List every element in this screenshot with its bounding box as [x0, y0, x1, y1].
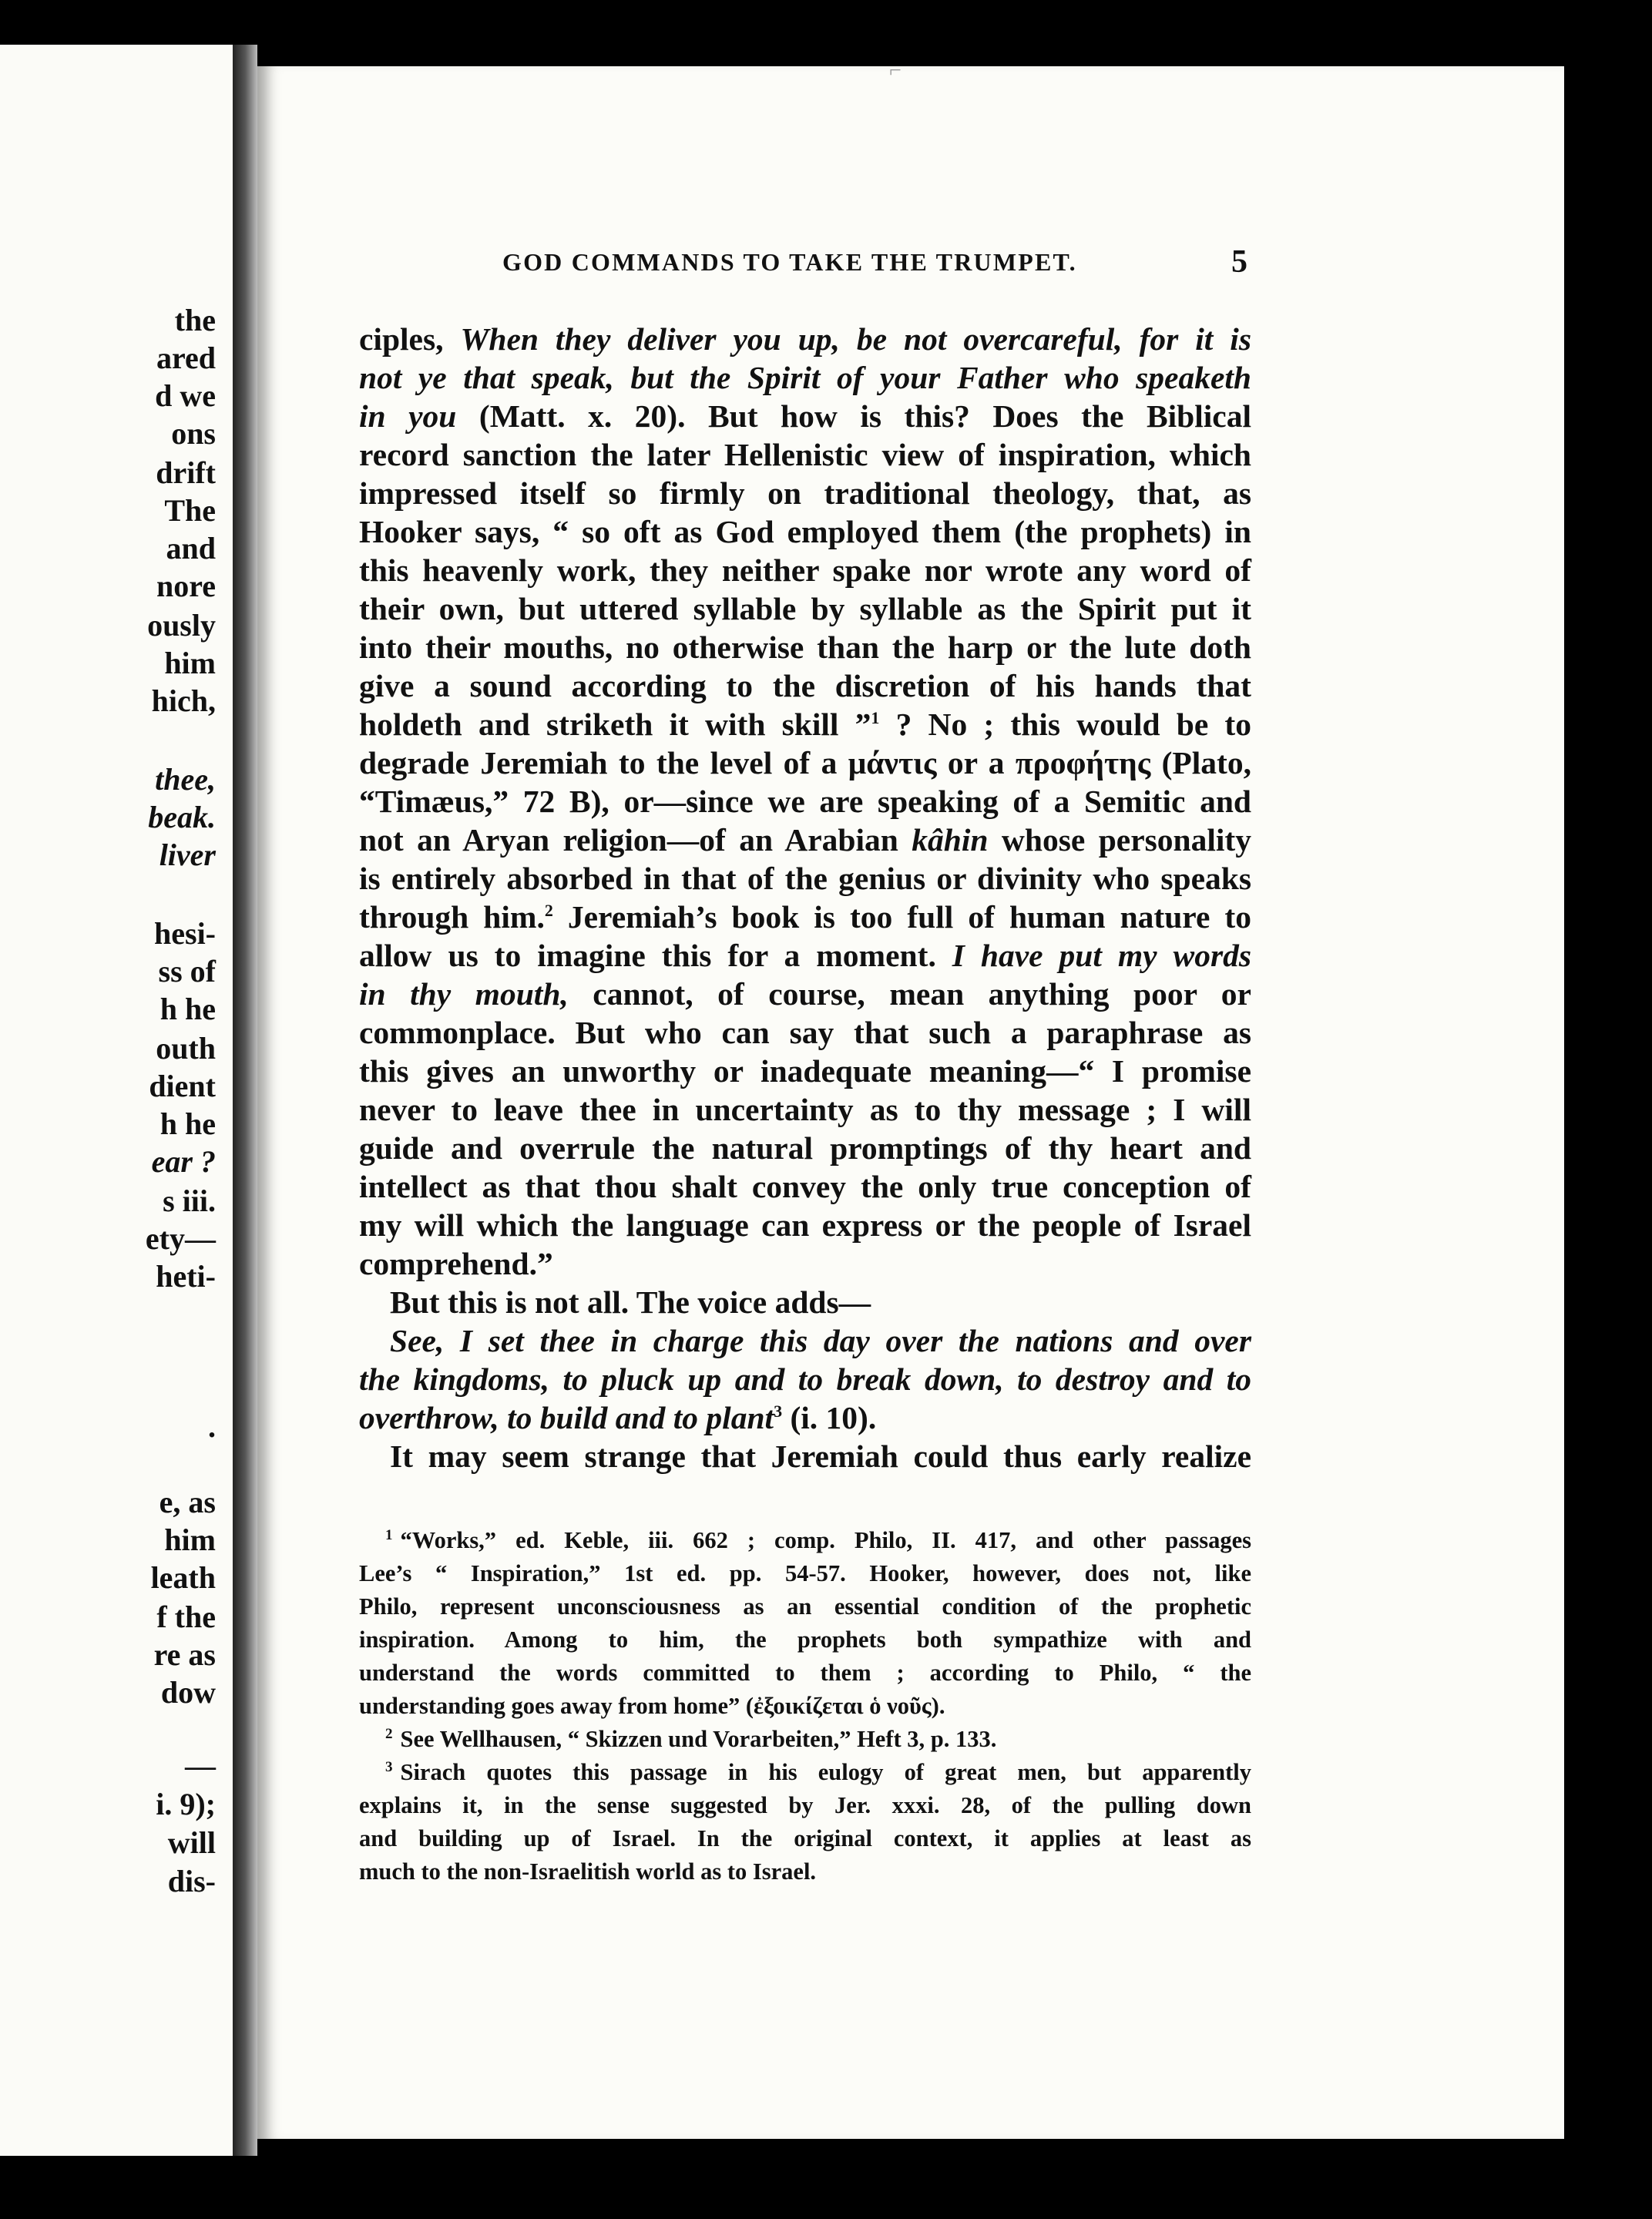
footnote-line: much to the non-Israelitish world as to Israel. [359, 1858, 817, 1885]
body-line: my will which the language can express or the people of Israel [359, 1207, 1251, 1243]
body-line: degrade Jeremiah to the level of a μάντις or a προφήτης (Plato, [359, 745, 1251, 781]
left-page-fragment: . [208, 1409, 216, 1444]
left-page-fragment: leath [150, 1560, 216, 1595]
body-line: record sanction the later Hellenistic view of inspiration, which [359, 437, 1251, 472]
left-page-fragment: ons [171, 416, 216, 451]
left-facing-page [0, 45, 233, 2156]
left-page-fragment: s iii. [163, 1183, 216, 1218]
body-line: guide and overrule the natural promptings of thy heart and [359, 1130, 1251, 1166]
left-page-fragment: liver [159, 838, 216, 872]
footnote-line: $^2$ See Wellhausen, “ Skizzen und Vorarbeiten,” Heft 3, p. 133. [385, 1725, 997, 1752]
left-page-fragment: dient [149, 1069, 216, 1103]
left-page-fragment: him [164, 1522, 216, 1557]
body-line: never to leave thee in uncertainty as to thy message ; I will [359, 1092, 1251, 1127]
body-line: not ye that speak, but the Spirit of your Father who speaketh [359, 360, 1251, 395]
footnote-line: explains it, in the sense suggested by Jer. xxxi. 28, of the pulling down [359, 1792, 1251, 1818]
footnote-ref: 2 [544, 901, 553, 921]
left-page-fragment: him [164, 646, 216, 680]
left-page-fragment: i. 9); [156, 1787, 216, 1821]
left-page-fragment: f the [156, 1600, 216, 1634]
footnote-line: and building up of Israel. In the original context, it applies at least as [359, 1825, 1251, 1851]
left-page-fragment: re as [153, 1637, 216, 1672]
left-page-fragment: hesi- [154, 916, 216, 951]
footnote-line: Lee’s “ Inspiration,” 1st ed. pp. 54-57. Hooker, however, does not, like [359, 1560, 1251, 1586]
left-page-fragment: dis- [167, 1864, 216, 1898]
body-line: into their mouths, no otherwise than the harp or the lute doth [359, 629, 1251, 665]
left-page-fragment: will [167, 1825, 216, 1860]
body-line: But this is not all. The voice adds— [390, 1284, 871, 1320]
body-line: in you (Matt. x. 20). But how is this? Does the Biblical [359, 398, 1251, 434]
footnote-line: understand the words committed to them ; according to Philo, “ the [359, 1660, 1251, 1686]
footnote-line: $^3$ Sirach quotes this passage in his eulogy of great men, but apparently [385, 1758, 1251, 1785]
left-page-fragment: The [164, 493, 216, 528]
footnote-ref: 1 [871, 708, 880, 728]
body-line: See, I set thee in charge this day over the nations and over [390, 1323, 1251, 1358]
body-line: this gives an unworthy or inadequate meaning—“ I promise [359, 1053, 1251, 1089]
footnote-line: understanding goes away from home” (ἐξοικίζεται ὁ νοῦς). [359, 1693, 945, 1719]
left-page-fragment: outh [156, 1031, 216, 1066]
body-line: overthrow, to build and to plant$^3$ (i. 10). [359, 1400, 877, 1435]
left-page-fragment: hich, [151, 683, 216, 718]
left-page-fragment: and [166, 531, 216, 566]
footnote-ref: 3 [774, 1402, 783, 1422]
footnote-line: Philo, represent unconsciousness as an essential condition of the prophetic [359, 1593, 1251, 1620]
book-gutter [233, 45, 257, 2156]
body-line: comprehend.” [359, 1246, 553, 1281]
left-page-fragment: ared [156, 341, 216, 375]
left-page-fragment: the [174, 303, 216, 337]
body-line: this heavenly work, they neither spake nor wrote any word of [359, 552, 1251, 588]
body-line: is entirely absorbed in that of the genius or divinity who speaks [359, 861, 1251, 896]
body-line: Hooker says, “ so oft as God employed them (the prophets) in [359, 514, 1251, 549]
left-page-fragment: thee, [155, 762, 216, 797]
body-line: commonplace. But who can say that such a paraphrase as [359, 1015, 1251, 1050]
left-page-fragment: drift [156, 455, 216, 490]
left-page-fragment: dow [160, 1675, 216, 1710]
footnote-line: $^1$ “Works,” ed. Keble, iii. 662 ; comp. Philo, II. 417, and other passages [385, 1526, 1251, 1553]
body-line: through him.$^2$ Jeremiah’s book is too full of human nature to [359, 899, 1251, 935]
left-page-fragment: heti- [156, 1259, 216, 1294]
left-page-fragment: ously [147, 608, 216, 643]
body-line: give a sound according to the discretion of his hands that [359, 668, 1251, 703]
body-line: allow us to imagine this for a moment. I have put my words [359, 938, 1251, 973]
left-page-fragment: h he [159, 992, 216, 1026]
left-page-fragment: d we [155, 378, 216, 413]
body-line: intellect as that thou shalt convey the only true conception of [359, 1169, 1251, 1204]
footnote-line: inspiration. Among to him, the prophets both sympathize with and [359, 1626, 1251, 1653]
body-line: “Timæus,” 72 B), or—since we are speaking of a Semitic and [359, 784, 1251, 819]
body-line: ciples, When they deliver you up, be not overcareful, for it is [359, 321, 1251, 357]
body-line: holdeth and striketh it with skill ”$^1$ ? No ; this would be to [359, 707, 1251, 742]
body-line: impressed itself so firmly on traditional theology, that, as [359, 475, 1251, 511]
left-page-fragment: e, as [159, 1485, 216, 1519]
left-page-fragment: h he [159, 1106, 216, 1141]
left-page-fragment: nore [156, 569, 216, 603]
left-page-fragment: ear ? [151, 1144, 216, 1179]
body-line: It may seem strange that Jeremiah could thus early realize [390, 1438, 1251, 1474]
body-line: the kingdoms, to pluck up and to break down, to destroy and to [359, 1361, 1251, 1397]
page-blemish: ⌐ [889, 59, 902, 82]
body-line: in thy mouth, cannot, of course, mean anything poor or [359, 976, 1251, 1012]
left-page-fragment: — [185, 1748, 216, 1783]
left-page-fragment: ety— [145, 1221, 216, 1256]
left-page-fragment: beak. [148, 800, 216, 834]
left-page-fragment: ss of [158, 954, 216, 989]
body-line: their own, but uttered syllable by syllable as the Spirit put it [359, 591, 1251, 626]
body-line: not an Aryan religion—of an Arabian kâhin whose personality [359, 822, 1251, 858]
body-text [359, 320, 1251, 1475]
footnotes [359, 1524, 1251, 1888]
page-number: 5 [1231, 244, 1247, 280]
running-head: GOD COMMANDS TO TAKE THE TRUMPET. [502, 248, 1077, 276]
